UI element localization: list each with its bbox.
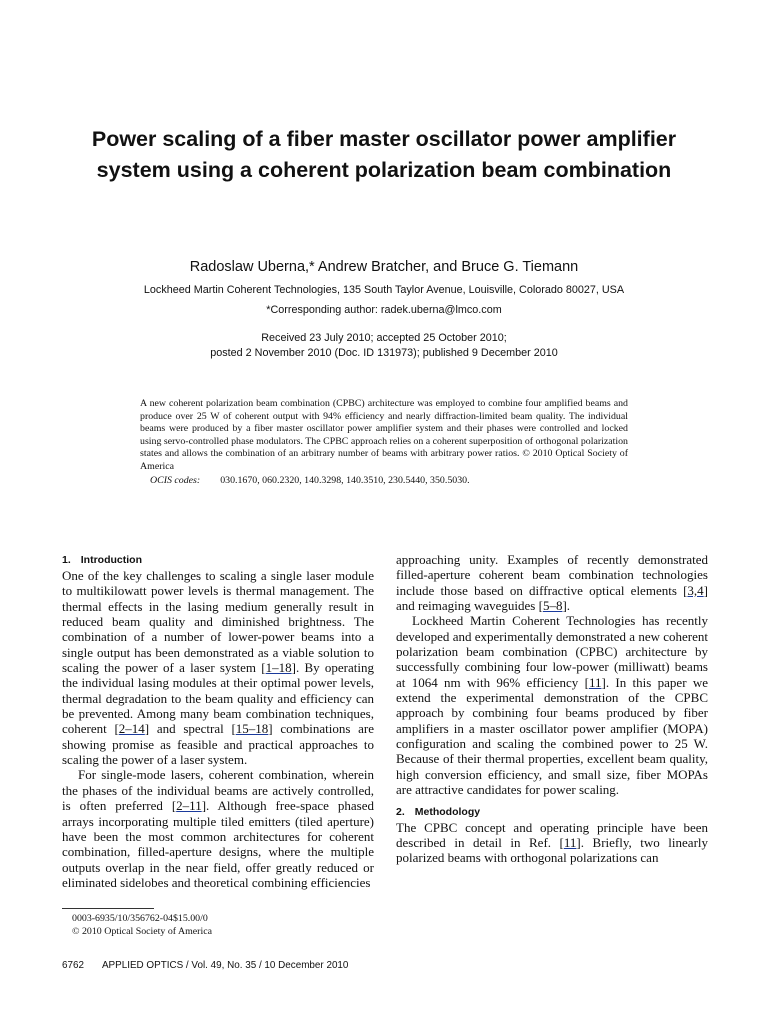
citation-link[interactable]: 1–18 (265, 660, 292, 676)
page-number: 6762 (62, 960, 84, 971)
left-column (62, 552, 374, 890)
paper-title: Power scaling of a fiber master oscillator power amplifier system using a coherent polarization beam combination (91, 127, 677, 182)
citation-link[interactable]: 11 (588, 674, 602, 690)
page-footer (62, 960, 402, 972)
dates-line-published: posted 2 November 2010 (Doc. ID 131973); published 9 December 2010 (210, 347, 558, 359)
ocis-codes (150, 475, 628, 488)
paragraph-intro-2-continued: approaching unity. Examples of recently demonstrated filled-aperture coherent beam combination technologies include those based on diffractive optical elements [3,4] and reimaging waveguides [5–8]. (396, 552, 708, 614)
citation-link[interactable]: 5–8 (542, 598, 563, 614)
right-column (396, 552, 708, 866)
section-heading-introduction (62, 552, 374, 568)
paragraph-methodology-1: The CPBC concept and operating principle have been described in detail in Ref. [11]. Briefly, two linearly polarized beams with orthogonal polarizations can (396, 819, 709, 866)
affiliation: Lockheed Martin Coherent Technologies, 135 South Taylor Avenue, Louisville, Colorado 80027, USA (143, 284, 625, 296)
ocis-label: OCIS codes: (150, 475, 201, 486)
section-number: 2. (396, 805, 405, 818)
section-heading-methodology (396, 804, 708, 820)
citation-link[interactable]: 3,4 (687, 582, 704, 598)
abstract: A new coherent polarization beam combination (CPBC) architecture was employed to combine four amplified beams and produce over 25 W of coherent output with 94% efficiency and nearly diffraction-limited beam quality. The individual beams were produced by a fiber master oscillator power amplifier system and their phases were controlled and locked using servo-controlled phase modulators. The CPBC approach relies on a coherent superposition of orthogonal polarization states and allows the combination of an arbitrary number of beams with arbitrary power ratios. © 2010 Optical Society of America (140, 398, 628, 472)
journal-citation: APPLIED OPTICS / Vol. 49, No. 35 / 10 December 2010 (101, 960, 349, 971)
publication-dates (40, 331, 728, 361)
copyright-footnote (72, 913, 372, 938)
citation-link[interactable]: 2–14 (118, 721, 145, 737)
paragraph-intro-2: For single-mode lasers, coherent combination, wherein the phases of the individual beams are actively controlled, is often preferred [2–11]. Although free-space phased arrays incorporating multiple tiled emitters (tiled aperture) have been the most common architectures for coherent combination, filled-aperture designs, where the multiple outputs overlap in the near field, offer greatly reduced or eliminated sidelobes and theoretical combining efficiencies (62, 767, 374, 890)
paragraph-intro-1: One of the key challenges to scaling a single laser module to multikilowatt power levels is thermal management. The thermal effects in the lasing medium generally result in reduced beam quality and diminished brightness. The combination of a number of lower-power beams into a single output has been demonstrated as a viable solution to scaling the power of a laser system [1–18]. By operating the individual lasing modules at their optimal power levels, thermal degradation to the beam quality and efficiency can be prevented. Among many beam combination techniques, coherent [2–14] and spectral [15–18] combinations are showing promise as feasible and practical approaches to scaling the power of a laser system. (62, 568, 374, 768)
paragraph-intro-3: Lockheed Martin Coherent Technologies has recently developed and experimentally demonstrated a new coherent polarization beam combination (CPBC) architecture by successfully combining four low-power (milliwatt) beams at 1064 nm with 96% efficiency [11]. In this paper we extend the experimental demonstration of the CPBC approach by combining four beams produced by fiber amplifiers in a master oscillator power amplifier (MOPA) configuration and scaling the combined power to 25 W. Because of their thermal properties, excellent beam quality, high conversion efficiency, and small size, fiber MOPAs are attractive candidates for power scaling. (396, 613, 709, 798)
citation-link[interactable]: 11 (563, 834, 577, 850)
citation-link[interactable]: 15–18 (235, 721, 269, 737)
citation-link[interactable]: 2–11 (176, 798, 202, 814)
ocis-code-list: 030.1670, 060.2320, 140.3298, 140.3510, 230.5440, 350.5030. (220, 475, 470, 486)
section-title: Methodology (414, 805, 481, 818)
copyright-line: © 2010 Optical Society of America (72, 925, 212, 937)
section-number: 1. (62, 554, 71, 566)
footnote-divider (62, 908, 154, 909)
section-title: Introduction (80, 554, 143, 566)
dates-line-received: Received 23 July 2010; accepted 25 October 2010; (261, 332, 507, 344)
issn-line: 0003-6935/10/356762-04$15.00/0 (72, 913, 208, 924)
corresponding-author: *Corresponding author: radek.uberna@lmco.com (266, 304, 502, 316)
author-list: Radoslaw Uberna,* Andrew Bratcher, and Bruce G. Tiemann (189, 259, 579, 275)
